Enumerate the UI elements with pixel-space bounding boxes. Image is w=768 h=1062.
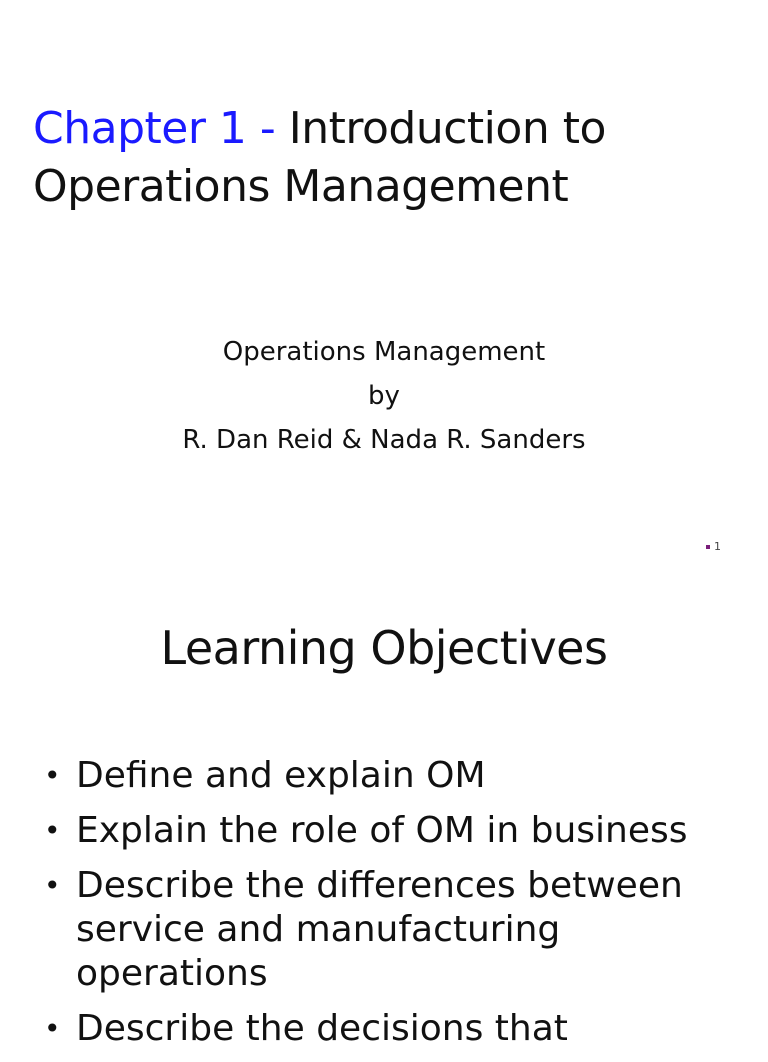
bullet-icon: • (44, 869, 61, 902)
bullet-icon: • (44, 759, 61, 792)
objective-text: Define and explain OM (76, 755, 486, 796)
slide-number-value: 1 (714, 540, 721, 553)
bullet-icon: • (44, 814, 61, 847)
objective-item (40, 864, 740, 996)
authors: R. Dan Reid & Nada R. Sanders (182, 425, 586, 455)
book-title: Operations Management (222, 337, 546, 367)
chapter-prefix: Chapter 1 - (33, 103, 276, 154)
objectives-list (40, 754, 740, 1062)
bullet-icon: • (44, 1012, 61, 1045)
chapter-title-rest: Introduction to Operations Management (33, 103, 606, 212)
objective-text: Describe the differences between service and manufacturing operations (76, 865, 683, 994)
chapter-title (33, 100, 753, 216)
slide-number-bullet-icon (706, 545, 710, 549)
book-info (0, 330, 768, 462)
objective-item (40, 809, 740, 853)
objective-text: Describe the decisions that (76, 1008, 568, 1049)
objective-item (40, 754, 740, 798)
slide-number (706, 540, 721, 553)
by-label: by (368, 381, 400, 411)
objective-item (40, 1007, 740, 1051)
slide-2 (0, 576, 768, 1049)
objective-text: Explain the role of OM in business (76, 810, 688, 851)
objectives-title: Learning Objectives (160, 621, 608, 675)
